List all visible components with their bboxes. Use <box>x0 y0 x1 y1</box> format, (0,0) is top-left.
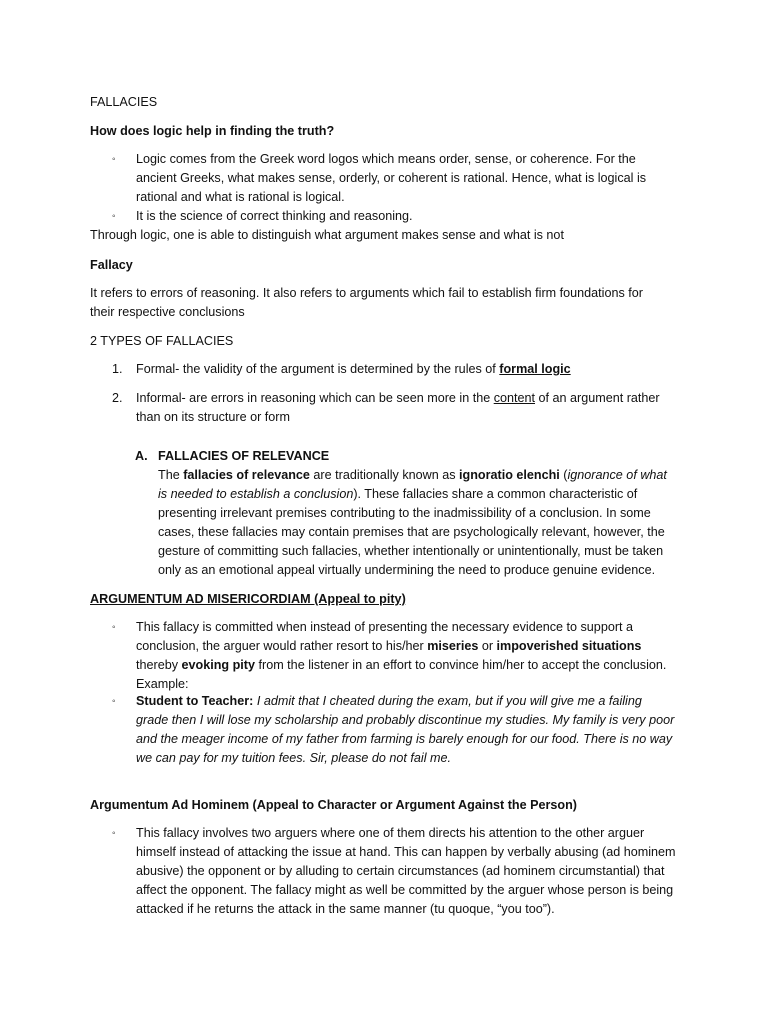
type-formal <box>112 360 676 379</box>
text-run: are traditionally known as <box>309 468 460 482</box>
fallacy-heading: Fallacy <box>90 258 133 272</box>
speaker-label: Student to Teacher: <box>136 694 254 708</box>
misericordiam-heading: ARGUMENTUM AD MISERICORDIAM (Appeal to pity) <box>90 592 406 606</box>
type-informal-text-end: of an argument rather than on its structure or form <box>136 391 660 424</box>
bullet-mark: ◦ <box>112 211 116 222</box>
hominem-heading: Argumentum Ad Hominem (Appeal to Character or Argument Against the Person) <box>90 798 578 812</box>
relevance-section <box>135 447 678 580</box>
bold-term: miseries <box>427 639 479 653</box>
list-number: 1. <box>112 362 123 376</box>
bullet-mark: ◦ <box>112 622 116 633</box>
bullet-mark: ◦ <box>112 828 116 839</box>
logic-summary: Through logic, one is able to distinguish what argument makes sense and what is not <box>90 228 564 242</box>
relevance-heading: FALLACIES OF RELEVANCE <box>158 449 330 463</box>
type-informal-text: Informal- are errors in reasoning which can be seen more in the <box>136 391 494 405</box>
text-run: ). These fallacies share a common characteristic of presenting irrelevant premises contributing to the inadmissibility of a conclusion. In some cases, these fallacies may contain premises that are psychologically relevant, however, the gesture of committing such fallacies, whether intentionally or unintentionally, must be taken only as an emotional appeal virtually undermining the need to produce genuine evidence. <box>158 487 665 577</box>
question-heading: How does logic help in finding the truth? <box>90 124 335 138</box>
logic-bullet-text: Logic comes from the Greek word logos which means order, sense, or coherence. For the ancient Greeks, what makes sense, orderly, or coherent is rational. Hence, what is logical is rational and what is rational is logical. <box>136 152 647 204</box>
misericordiam-bullet-2 <box>112 692 676 768</box>
logic-bullet-2 <box>112 207 676 226</box>
formal-logic-term: formal logic <box>499 362 571 376</box>
hominem-text: This fallacy involves two arguers where one of them directs his attention to the other arguer himself instead of attacking the issue at hand. This can happen by verbally abusing (ad hominem abusive) the opponent or by alluding to certain circumstances (ad hominem circumstantial) that affect the opponent. The fallacy might as well be committed by the arguer whose person is being attacked if he returns the attack in the same manner (tu quoque, “you too”). <box>136 826 676 916</box>
example-quote: I admit that I cheated during the exam, but if you will give me a failing grade then I will lose my scholarship and probably discontinue my studies. My family is very poor and the meager income of my father from farming is barely enough for our food. There is no way we can pay for my tuition fees. Sir, please do not fail me. <box>136 694 675 765</box>
types-heading: 2 TYPES OF FALLACIES <box>90 334 234 348</box>
bold-term: fallacies of relevance <box>183 468 310 482</box>
text-run: This fallacy is committed when instead of presenting the necessary evidence to support a conclusion, the arguer would rather resort to his/her <box>136 620 634 653</box>
fallacy-definition: It refers to errors of reasoning. It also refers to arguments which fail to establish firm foundations for their respective conclusions <box>90 286 643 319</box>
document-title: FALLACIES <box>90 95 158 109</box>
content-term: content <box>493 391 536 405</box>
section-letter: A. <box>135 449 148 463</box>
type-formal-text: Formal- the validity of the argument is determined by the rules of <box>136 362 500 376</box>
logic-bullet-text: It is the science of correct thinking and reasoning. <box>136 209 413 223</box>
bold-term: impoverished situations <box>496 639 642 653</box>
text-run: or <box>478 639 497 653</box>
text-run: thereby <box>136 658 182 672</box>
italic-term: ignorance of what is needed to establish a conclusion <box>158 468 667 501</box>
logic-bullet-1 <box>112 150 676 207</box>
text-run: The <box>158 468 184 482</box>
relevance-paragraph <box>158 466 678 580</box>
bold-term: ignoratio elenchi <box>459 468 560 482</box>
list-number: 2. <box>112 391 123 405</box>
text-run: ( <box>559 468 568 482</box>
bullet-mark: ◦ <box>112 696 116 707</box>
bullet-mark: ◦ <box>112 154 116 165</box>
text-run: from the listener in an effort to convince him/her to accept the conclusion. Example: <box>136 658 667 691</box>
type-informal <box>112 389 676 427</box>
bold-term: evoking pity <box>181 658 255 672</box>
hominem-bullet <box>112 824 676 919</box>
misericordiam-bullet-1 <box>112 618 676 694</box>
